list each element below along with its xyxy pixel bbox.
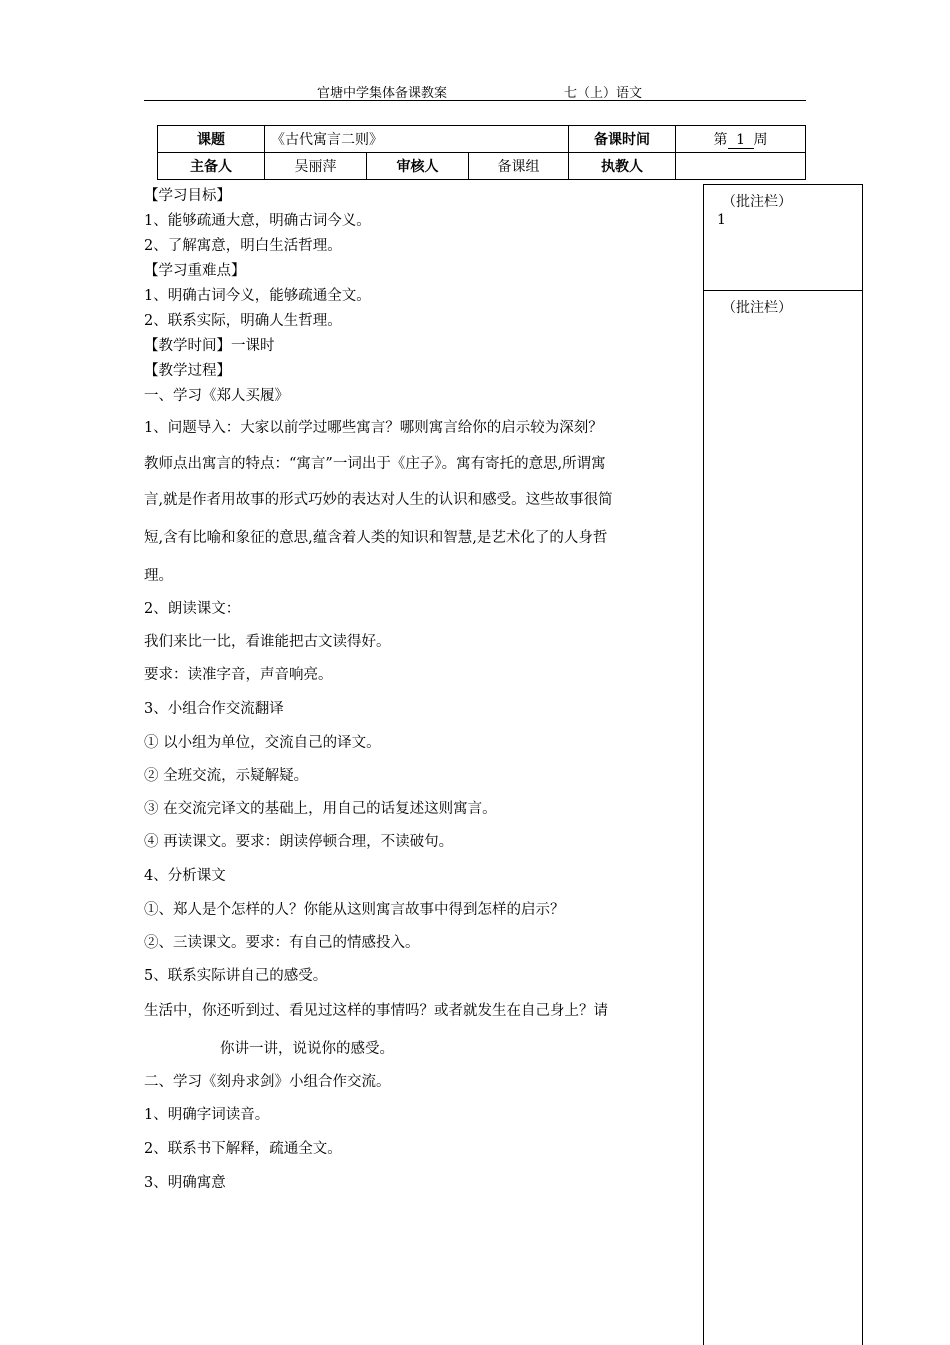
preparer-label: 主备人 (158, 153, 265, 180)
week-prefix: 第 (713, 132, 728, 148)
text-line: ② 全班交流，示疑解疑。 (144, 768, 309, 784)
text-line: 一、学习《郑人买履》 (144, 388, 289, 404)
teacher-value (676, 153, 806, 180)
reviewer-value: 备课组 (469, 153, 569, 180)
section-heading-process: 【教学过程】 (144, 363, 231, 379)
week-number: 1 (728, 132, 754, 149)
annotation-title: （批注栏） (722, 194, 792, 210)
week-suffix: 周 (753, 132, 768, 148)
annotation-title: （批注栏） (722, 300, 792, 316)
grade-subject: 七（上）语文 (564, 86, 643, 101)
annotation-content: 1 (717, 212, 726, 228)
text-line: ① 以小组为单位，交流自己的译文。 (144, 735, 381, 751)
text-line: 4、分析课文 (144, 868, 226, 884)
section-heading-objectives: 【学习目标】 (144, 188, 231, 204)
text-line: 2、了解寓意，明白生活哲理。 (144, 238, 342, 254)
text-line: ①、郑人是个怎样的人？你能从这则寓言故事中得到怎样的启示？ (144, 902, 565, 918)
text-line: 要求：读准字音，声音响亮。 (144, 667, 333, 683)
annotation-box-2 (703, 290, 863, 1345)
text-line: 理。 (144, 568, 173, 584)
text-line: 我们来比一比，看谁能把古文读得好。 (144, 634, 391, 650)
text-line: 3、明确寓意 (144, 1175, 226, 1191)
text-line: 2、朗读课文： (144, 601, 241, 617)
topic-label: 课题 (158, 126, 265, 153)
text-line: 1、能够疏通大意，明确古词今义。 (144, 213, 371, 229)
text-line: 3、小组合作交流翻译 (144, 701, 284, 717)
page-header (144, 80, 806, 101)
section-heading-key-points: 【学习重难点】 (144, 263, 246, 279)
reviewer-label: 审核人 (367, 153, 469, 180)
text-line: ③ 在交流完译文的基础上，用自己的话复述这则寓言。 (144, 801, 497, 817)
section-heading-time: 【教学时间】一课时 (144, 338, 275, 354)
text-line: 二、学习《刻舟求剑》小组合作交流。 (144, 1074, 391, 1090)
text-line: 生活中，你还听到过、看见过这样的事情吗？或者就发生在自己身上？请 (144, 1003, 608, 1019)
topic-value: 《古代寓言二则》 (265, 126, 569, 153)
annotation-box-1 (703, 184, 863, 291)
text-line: 教师点出寓言的特点：“寓言”一词出于《庄子》。寓有寄托的意思,所谓寓 (144, 456, 606, 472)
text-line: 1、问题导入：大家以前学过哪些寓言？哪则寓言给你的启示较为深刻？ (144, 420, 603, 436)
text-line: 1、明确古词今义，能够疏通全文。 (144, 288, 371, 304)
info-row-1 (158, 126, 806, 153)
teacher-label: 执教人 (569, 153, 676, 180)
week-cell (676, 126, 806, 153)
preparer-value: 吴丽萍 (265, 153, 367, 180)
lesson-info-table (157, 125, 806, 180)
info-row-2 (158, 153, 806, 180)
text-line: 短,含有比喻和象征的意思,蕴含着人类的知识和智慧,是艺术化了的人身哲 (144, 530, 608, 546)
text-line: 1、明确字词读音。 (144, 1107, 270, 1123)
text-line: 2、联系实际，明确人生哲理。 (144, 313, 342, 329)
time-label: 备课时间 (569, 126, 676, 153)
text-line: 5、联系实际讲自己的感受。 (144, 968, 328, 984)
text-line: ④ 再读课文。要求：朗读停顿合理，不读破句。 (144, 834, 454, 850)
text-line: ②、三读课文。要求：有自己的情感投入。 (144, 935, 420, 951)
text-line: 你讲一讲，说说你的感受。 (220, 1041, 394, 1057)
text-line: 2、联系书下解释，疏通全文。 (144, 1141, 342, 1157)
school-title: 官塘中学集体备课教案 (317, 86, 448, 101)
text-line: 言,就是作者用故事的形式巧妙的表达对人生的认识和感受。这些故事很简 (144, 492, 613, 508)
